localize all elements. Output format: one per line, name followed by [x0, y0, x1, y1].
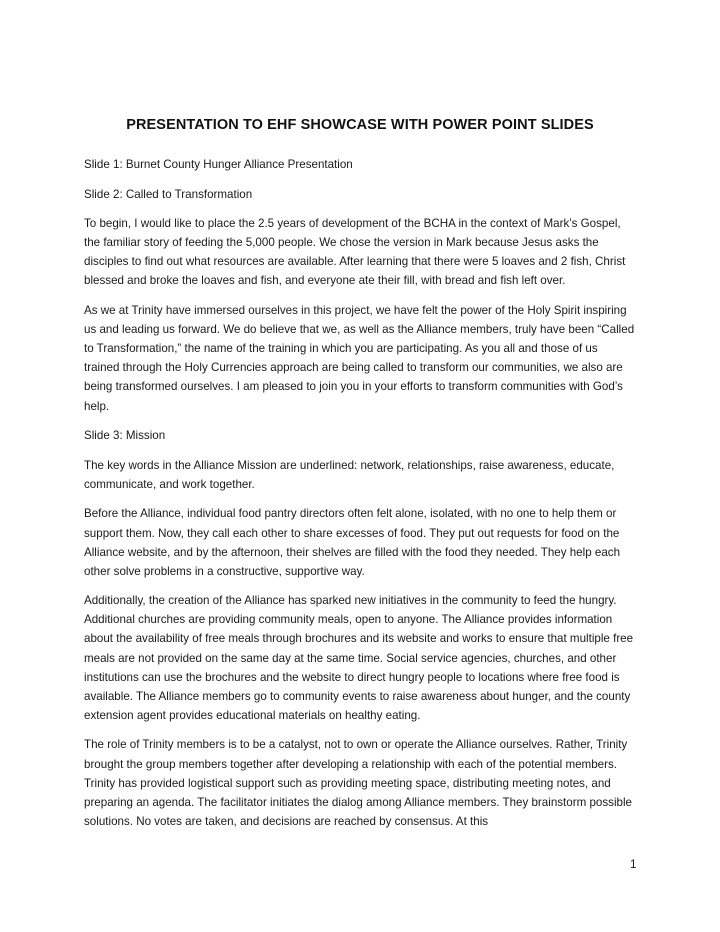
- document-title: PRESENTATION TO EHF SHOWCASE WITH POWER POINT SLIDES: [126, 117, 594, 133]
- slide-1-heading: Slide 1: Burnet County Hunger Alliance Presentation: [84, 158, 353, 171]
- paragraph-mission-keywords: The key words in the Alliance Mission are underlined: network, relationships, raise awareness, educate, communicate, and work together.: [84, 458, 615, 491]
- slide-3-heading: Slide 3: Mission: [84, 429, 166, 443]
- paragraph-additionally: Additionally, the creation of the Alliance has sparked new initiatives in the community to feed the hungry. Additional churches are providing community meals, open to anyone. The Alliance provides information about the availability of free meals through brochures and its website and works to ensure that multiple free meals are not provided on the same day at the same time. Social service agencies, churches, and other institutions can use the brochures and the website to direct hungry people to locations where free food is available. The Alliance members go to community events to raise awareness about hunger, and the county extension agent provides educational materials on healthy eating.: [84, 594, 634, 722]
- paragraph-role-of-trinity: The role of Trinity members is to be a catalyst, not to own or operate the Alliance ourselves. Rather, Trinity brought the group members together after developing a relationship with each of the potential members. Trinity has provided logistical support such as providing meeting space, distributing meeting notes, and preparing an agenda. The facilitator initiates the dialog among Alliance members. They brainstorm possible solutions. No votes are taken, and decisions are reached by consensus. At this: [84, 738, 633, 828]
- paragraph-trinity-immersed: As we at Trinity have immersed ourselves in this project, we have felt the power of the Holy Spirit inspiring us and leading us forward. We do believe that we, as well as the Alliance members, truly have been “Called to Transformation,” the name of the training in which you are participating. As you all and those of us trained through the Holy Currencies approach are being called to transform our communities, we also are being transformed ourselves. I am pleased to join you in your efforts to transform communities with God’s help.: [84, 304, 635, 413]
- slide-2-heading: Slide 2: Called to Transformation: [84, 187, 253, 201]
- page-number: 1: [630, 858, 637, 871]
- document-body: [84, 117, 636, 841]
- paragraph-mark-gospel: To begin, I would like to place the 2.5 years of development of the BCHA in the context of Mark’s Gospel, the familiar story of feeding the 5,000 people. We chose the version in Mark because Jesus asks the disciples to find out what resources are available. After learning that there were 5 loaves and 2 fish, Christ blessed and broke the loaves and fish, and everyone ate their fill, with bread and fish left over.: [84, 217, 626, 288]
- paragraph-before-alliance: Before the Alliance, individual food pantry directors often felt alone, isolated, with no one to help them or support them. Now, they call each other to share excesses of food. They put out requests for food on the Alliance website, and by the afternoon, their shelves are filled with the food they needed. They help each other solve problems in a constructive, supportive way.: [84, 507, 621, 578]
